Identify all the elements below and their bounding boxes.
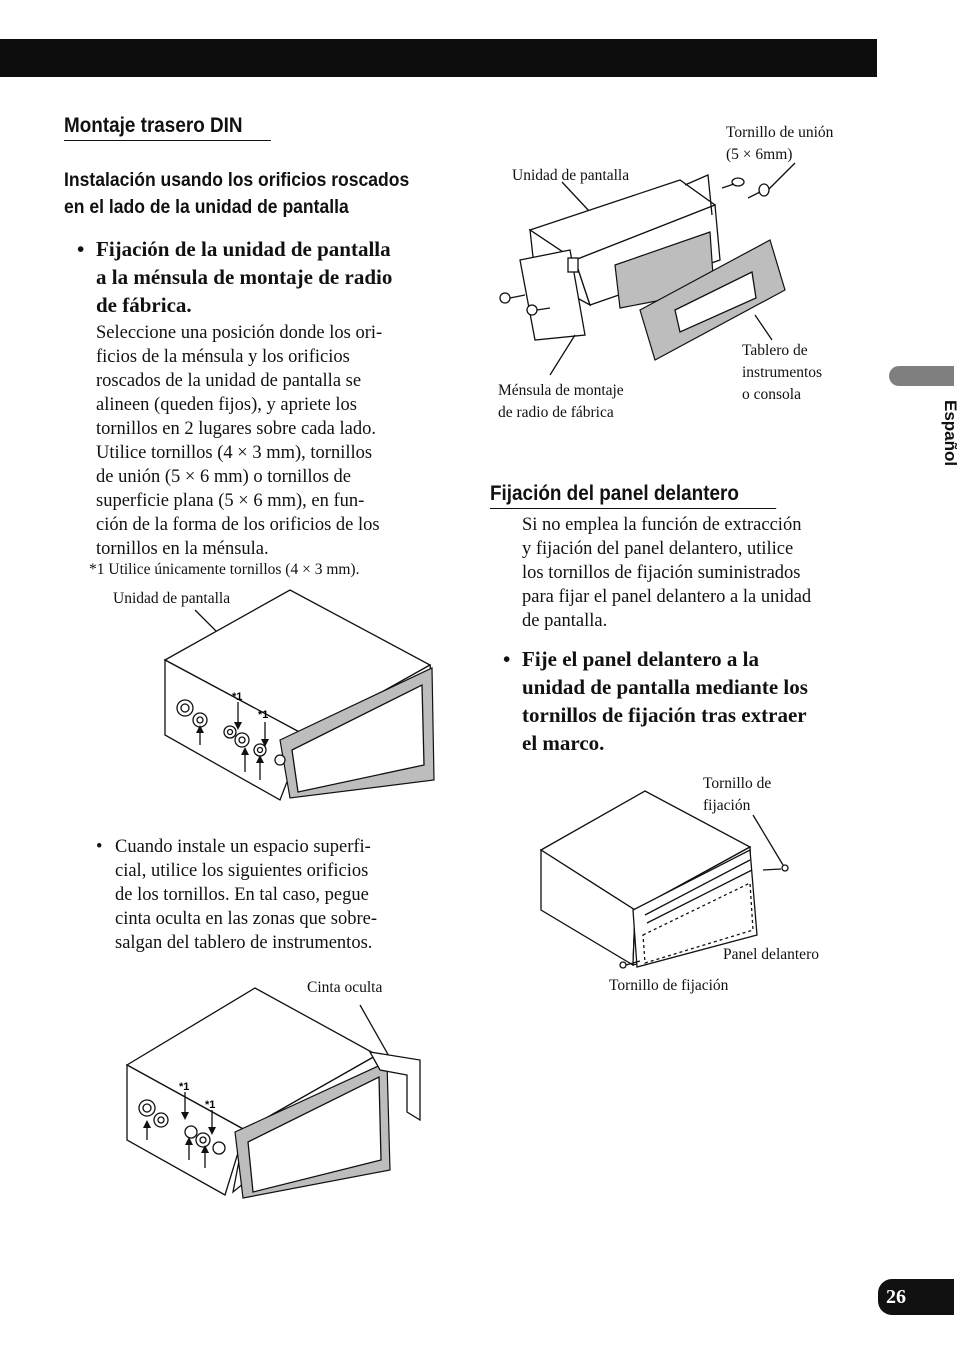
bullet3-title-line: Fije el panel delantero a la [522, 647, 759, 671]
body-line: Seleccione una posición donde los ori- [96, 323, 383, 343]
bullet1-title-line: a la ménsula de montaje de radio [96, 265, 393, 289]
fig4-label-panel: Panel delantero [723, 946, 819, 963]
fig3-mark: *1 [205, 1099, 216, 1111]
subsection-title [64, 167, 409, 221]
side-label-language: Español [941, 400, 960, 467]
label-line: fijación [703, 797, 751, 814]
body-line: ción de la forma de los orificios de los [96, 515, 380, 535]
fig2-mark: *1 [232, 691, 243, 703]
label-line: Tablero de [742, 342, 808, 359]
body-line: de unión (5 × 6 mm) o tornillos de [96, 467, 352, 487]
body-line: Si no emplea la función de extracción [522, 515, 802, 535]
body-line: y fijación del panel delantero, utilice [522, 539, 794, 559]
body-line: ficios de la ménsula y los orificios [96, 347, 350, 367]
label-line: instrumentos [742, 364, 823, 381]
bullet1-title-line: Fijación de la unidad de pantalla [96, 237, 391, 261]
body-line: de pantalla. [522, 611, 608, 631]
bullet3-title-line: unidad de pantalla mediante los [522, 675, 808, 699]
body-line: de los tornillos. En tal caso, pegue [115, 885, 369, 905]
fig4-label-tornillo-bottom: Tornillo de fijación [609, 977, 729, 994]
label-line: de radio de fábrica [498, 404, 614, 421]
fig3-illustration [115, 980, 435, 1205]
body-line: Cuando instale un espacio superfi- [115, 837, 371, 857]
fig2-label-unidad: Unidad de pantalla [113, 590, 231, 607]
bullet1-title-line: de fábrica. [96, 293, 192, 317]
label-line: Ménsula de montaje [498, 382, 624, 399]
body-line: alineen (queden fijos), y apriete los [96, 395, 357, 415]
body-line: para fijar el panel delantero a la unidad [522, 587, 812, 607]
bullet-dot: • [96, 837, 103, 857]
section2-title: Fijación del panel delantero [490, 482, 776, 509]
section-title: Montaje trasero DIN [64, 114, 271, 141]
fig2-mark: *1 [258, 709, 269, 721]
footnote: *1 Utilice únicamente tornillos (4 × 3 mm). [89, 561, 360, 578]
bullet3-title-line: el marco. [522, 731, 605, 755]
body-line: salgan del tablero de instrumentos. [115, 933, 373, 953]
bullet-dot: • [77, 237, 85, 261]
bullet2-body [115, 835, 435, 955]
body-line: Utilice tornillos (4 × 3 mm), tornillos [96, 443, 373, 463]
body-line: roscados de la unidad de pantalla se [96, 371, 362, 391]
bullet3-title-line: tornillos de fijación tras extraer [522, 703, 807, 727]
bullet1-title [96, 235, 436, 319]
body-line: tornillos en 2 lugares sobre cada lado. [96, 419, 376, 439]
body-line: tornillos en la ménsula. [96, 539, 269, 559]
page-number: 26 [878, 1279, 954, 1315]
fig3-label-cinta: Cinta oculta [307, 979, 383, 996]
bullet1-body [96, 321, 436, 561]
body-line: cinta oculta en las zonas que sobre- [115, 909, 377, 929]
fig1-label-mensula [498, 380, 624, 424]
fig3-mark: *1 [179, 1081, 190, 1093]
label-line: o consola [742, 386, 801, 403]
header-bar [0, 39, 877, 77]
body-line: superficie plana (5 × 6 mm), en fun- [96, 491, 365, 511]
body-line: cial, utilice los siguientes orificios [115, 861, 369, 881]
section2-body [522, 513, 852, 633]
subsection-title-line: en el lado de la unidad de pantalla [64, 196, 349, 218]
fig1-label-unidad: Unidad de pantalla [512, 167, 630, 184]
label-line: (5 × 6mm) [726, 146, 793, 163]
fig1-illustration [490, 160, 810, 360]
label-line: Tornillo de [703, 775, 772, 792]
subsection-title-line: Instalación usando los orificios roscados [64, 169, 410, 191]
fig1-label-tablero [742, 340, 822, 406]
bullet3-title [522, 645, 852, 757]
fig2-illustration [150, 580, 450, 810]
body-line: los tornillos de fijación suministrados [522, 563, 801, 583]
label-line: Tornillo de unión [726, 124, 834, 141]
side-tab [889, 366, 954, 386]
bullet-dot: • [503, 647, 511, 671]
